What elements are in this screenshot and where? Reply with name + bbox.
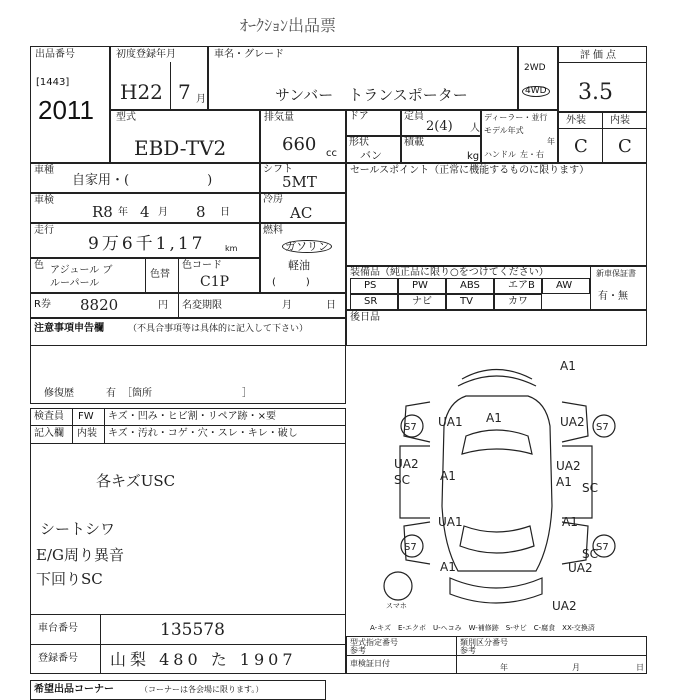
model-cat-sub-1: 参考	[350, 646, 366, 655]
chassis-divider	[100, 614, 101, 674]
equipment-label: 装備品（純正品に限り○をつけてください）	[350, 267, 549, 278]
inspection-month: 4	[140, 203, 150, 221]
car-name-label: 車名・グレード	[214, 49, 284, 60]
inspection-month-unit: 月	[158, 207, 168, 218]
tax-year-unit: 年	[500, 663, 508, 672]
new-warranty-label: 新車保証書	[596, 269, 636, 278]
rear-seat-box	[346, 310, 647, 346]
sales-point-label: セールスポイント（正常に機能するものに限ります）	[350, 165, 590, 176]
recycle-value: 8820	[80, 296, 119, 314]
inspection-label: 車検	[34, 195, 54, 206]
registration-value: 山梨 480 た 1907	[110, 650, 297, 669]
diagram-roof-top-line-2	[462, 370, 532, 380]
repair-value: 有	[106, 388, 116, 399]
equipment-item: ABS	[460, 280, 480, 291]
repair-label: 修復歴	[44, 388, 74, 399]
mark-sc-left: SC	[394, 473, 410, 487]
fuel-value: ガソリン	[282, 240, 332, 253]
model-cat-line	[346, 655, 647, 656]
capacity-label: 定員	[404, 111, 424, 122]
inspection-era: R8	[92, 203, 113, 221]
equipment-item: PW	[412, 280, 428, 291]
inspector-divider-2	[104, 408, 105, 444]
mark-s7-fl: S7	[404, 422, 417, 433]
score-line	[558, 62, 647, 63]
model-label: 型式	[116, 112, 136, 123]
mark-ua1-front-left: UA1	[438, 415, 463, 429]
interior-grade: C	[618, 136, 632, 157]
fuel-label: 燃料	[263, 225, 283, 236]
load-label: 積載	[404, 137, 424, 148]
drive-2wd: 2WD	[524, 63, 546, 73]
mark-sc-rear-right: SC	[582, 547, 598, 561]
cooling-value: AC	[290, 204, 313, 222]
mileage-label: 走行	[34, 225, 54, 236]
reg-month-unit: 月	[196, 94, 206, 105]
inspection-day-unit: 日	[220, 207, 230, 218]
mark-a1-rear-left: A1	[440, 560, 456, 574]
inspector-fw-items: キズ・凹み・ヒビ割・リペア跡・×要	[108, 411, 276, 422]
shape-value: バン	[360, 149, 382, 162]
expiry-label: 名変期限	[182, 300, 222, 311]
equipment-item: PS	[364, 280, 377, 291]
inspector-in-items: キズ・汚れ・コゲ・穴・スレ・キレ・破し	[108, 428, 298, 439]
car-name: サンバー トランスポーター	[275, 86, 468, 104]
reg-year-label: 初度登録年月	[116, 49, 176, 60]
mileage-unit: km	[225, 244, 238, 253]
model-cat-divider	[456, 636, 457, 674]
equipment-item: AW	[556, 280, 573, 291]
mark-a1-left: A1	[440, 469, 456, 483]
mark-ua2-front-right: UA2	[560, 415, 585, 429]
remark-3: E/G周り異音	[36, 546, 124, 564]
displacement-label: 排気量	[264, 112, 294, 123]
remark-1: 各キズUSC	[96, 472, 176, 490]
mileage-value: 9万6千1,17	[88, 234, 206, 254]
notes-label: 注意事項申告欄	[34, 323, 104, 334]
equipment-item: カワ	[508, 296, 528, 307]
inspector-line	[30, 425, 346, 426]
color-divider-1	[145, 258, 146, 293]
lot-label: 出品番号	[35, 49, 75, 60]
model-value: EBD-TV2	[134, 136, 227, 160]
car-damage-diagram	[346, 346, 648, 622]
load-unit: kg	[467, 151, 480, 162]
chassis-line	[30, 644, 346, 645]
drive-box	[518, 46, 558, 110]
dealer-year-unit: 年	[547, 137, 555, 146]
tax-day-unit: 日	[636, 663, 644, 672]
exterior-label: 外装	[566, 115, 586, 126]
displacement-unit: cc	[326, 148, 337, 159]
diagram-rear-window	[460, 526, 534, 553]
inspection-year-unit: 年	[118, 207, 128, 218]
registration-label: 登録番号	[38, 653, 78, 664]
mark-a1-top: A1	[560, 359, 576, 373]
color-label: 色	[34, 260, 44, 271]
diagram-sumaho-circle	[384, 572, 412, 600]
handle-opts: 左・右	[520, 150, 544, 159]
expiry-day-unit: 日	[326, 300, 336, 311]
inspector-label-2: 記入欄	[34, 428, 64, 439]
equipment-item: ナビ	[412, 296, 432, 307]
mark-sumaho: スマホ	[386, 602, 407, 610]
dealer-label: ディーラー・並行	[484, 113, 548, 122]
doors-label: ドア	[349, 111, 369, 122]
shift-value: 5MT	[282, 173, 317, 191]
handle-label: ハンドル	[484, 150, 516, 159]
mark-ua1-left-rear: UA1	[438, 515, 463, 529]
mark-s7-rl: S7	[404, 542, 417, 553]
sheet-title: ｵｰｸｼｮﾝ出品票	[240, 16, 337, 35]
rear-seat-label: 後日品	[350, 312, 380, 323]
tax-label: 車検証日付	[350, 659, 390, 668]
model-cat-sub-2: 参考	[460, 646, 476, 655]
equipment-divider	[590, 266, 591, 310]
exhibit-corner-sub: （コーナーは各会場に限ります。）	[140, 685, 264, 694]
category-label: 車種	[34, 165, 54, 176]
shape-label: 形状	[349, 137, 369, 148]
equipment-item: TV	[460, 296, 473, 307]
mark-s7-fr: S7	[596, 422, 609, 433]
score-value: 3.5	[578, 80, 613, 105]
mark-sc-right: SC	[582, 481, 598, 495]
category-value: 自家用・( )	[72, 173, 213, 188]
color-divider-2	[178, 258, 179, 293]
dealer-model-year: モデル年式	[484, 126, 524, 135]
mark-a1-right: A1	[556, 475, 572, 489]
new-warranty-value: 有・無	[598, 291, 628, 302]
recycle-unit: 円	[158, 300, 168, 311]
inspector-in: 内装	[77, 428, 97, 439]
mark-ua2-left: UA2	[394, 457, 419, 471]
color-code-label: 色コード	[182, 260, 222, 271]
color-change-label: 色替	[150, 269, 170, 280]
exterior-grade: C	[574, 136, 588, 157]
recycle-divider	[178, 293, 179, 318]
mark-ua2-bottom: UA2	[552, 599, 577, 613]
reg-year-era: H22	[120, 80, 163, 104]
remark-2: シートシワ	[40, 520, 116, 538]
mark-s7-rr: S7	[596, 542, 609, 553]
inspection-day: 8	[196, 203, 206, 221]
equipment-item: エアB	[508, 280, 535, 291]
recycle-label: R券	[34, 299, 51, 310]
model-cat-label-1: 型式指定番号	[350, 638, 398, 647]
ext-int-divider	[602, 112, 603, 163]
displacement-value: 660	[282, 134, 317, 155]
interior-label: 内装	[610, 115, 630, 126]
fuel-alt: 軽油	[288, 259, 310, 272]
sales-point-box	[346, 163, 647, 266]
legend-text: A-キズ E-エクボ U-ヘコみ W-補修跡 S-サビ C-腐食 XX-交換済	[370, 624, 595, 632]
notes-sub: （不具合事項等は具体的に記入して下さい）	[128, 324, 309, 334]
capacity-value: 2(4)	[426, 119, 453, 134]
inspector-divider-1	[72, 408, 73, 444]
tax-month-unit: 月	[572, 663, 580, 672]
lot-number: 2011	[38, 95, 94, 125]
expiry-month-unit: 月	[282, 300, 292, 311]
remark-4: 下回りSC	[36, 570, 103, 588]
mark-ua2-rear-right: UA2	[568, 561, 593, 575]
equipment-item: SR	[364, 296, 378, 307]
color-code: C1P	[200, 274, 230, 290]
mark-ua2-right: UA2	[556, 459, 581, 473]
diagram-roof-top-line	[458, 376, 536, 386]
lot-sub: [1443]	[36, 77, 70, 88]
fuel-paren: ( )	[272, 277, 310, 288]
drive-4wd: 4WD	[522, 86, 550, 97]
capacity-unit: 人	[470, 123, 480, 134]
score-label: 評価点	[580, 50, 619, 61]
chassis-value: 135578	[160, 620, 225, 640]
mark-a1-hood: A1	[486, 411, 502, 425]
model-cat-label-2: 類別区分番号	[460, 638, 508, 647]
inspector-label-1: 検査員	[34, 411, 64, 422]
exhibit-corner-label: 希望出品コーナー	[34, 684, 114, 695]
shift-label: シフト	[263, 164, 293, 175]
diagram-windshield	[462, 430, 532, 454]
chassis-label: 車台番号	[38, 623, 78, 634]
diagram-rear-bumper	[450, 578, 542, 603]
color-value: アジュール ブルーパール	[50, 265, 113, 289]
reg-month: 7	[178, 80, 191, 104]
cooling-label: 冷房	[263, 194, 283, 205]
inspector-fw: FW	[78, 411, 94, 422]
mark-a1-right-rear: A1	[562, 515, 578, 529]
reg-divider	[170, 62, 171, 110]
repair-part: ［箇所 ］	[122, 388, 252, 399]
